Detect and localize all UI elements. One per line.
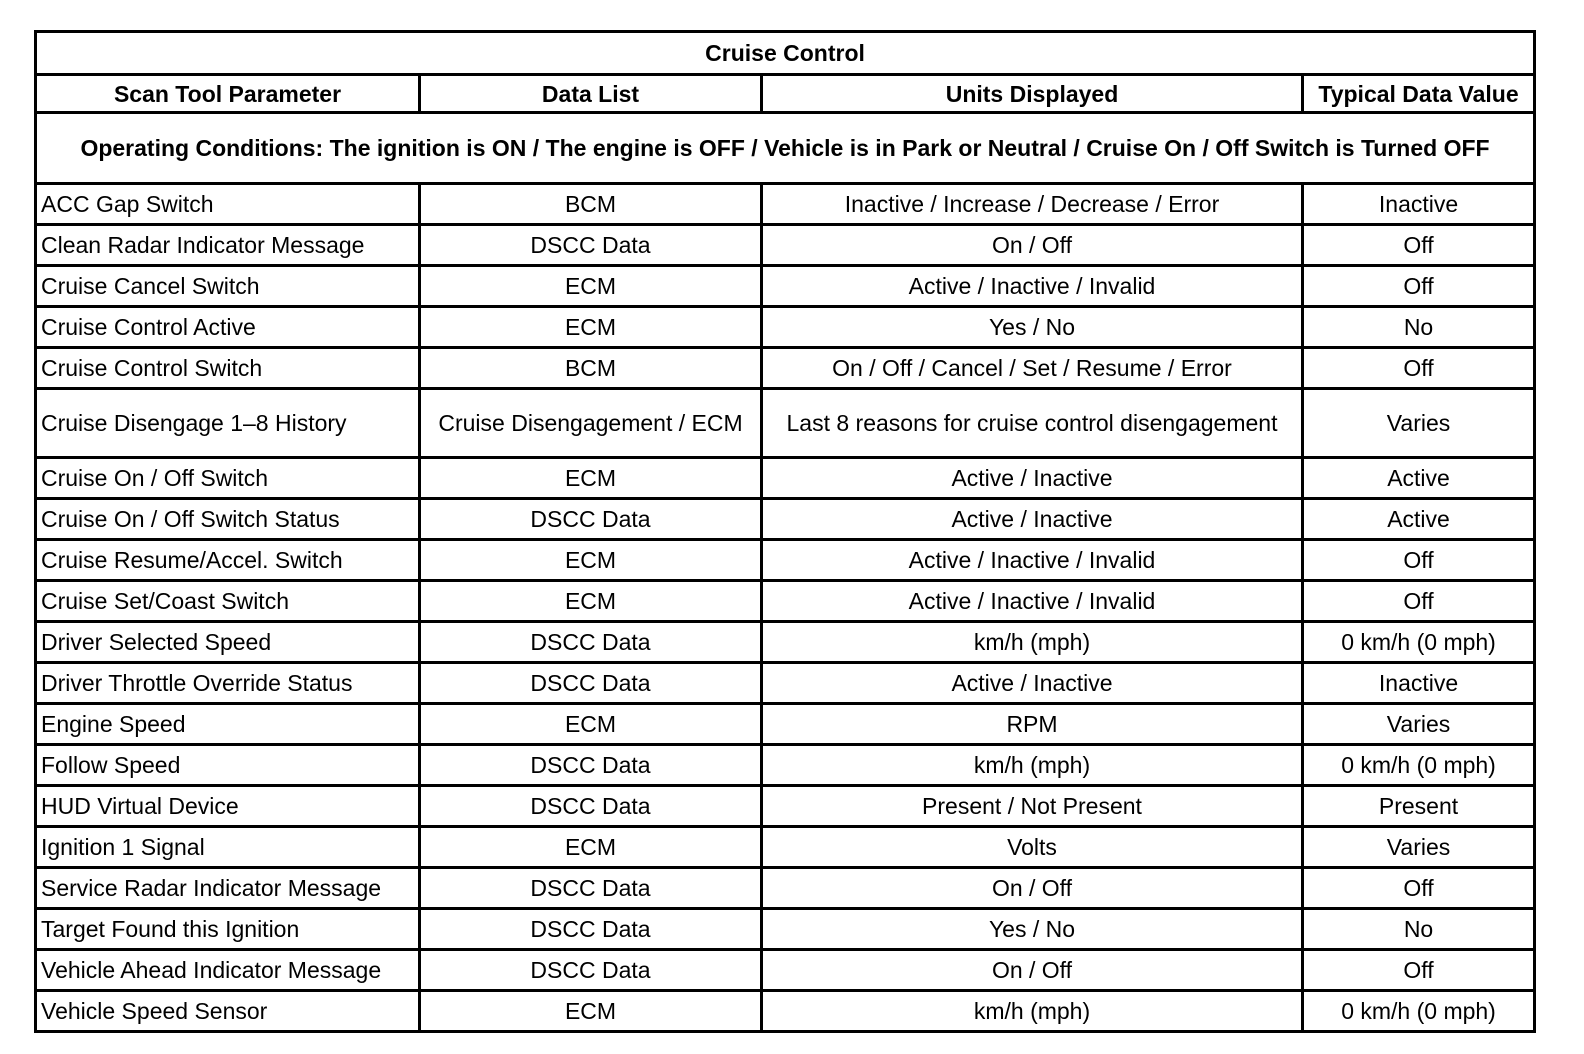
cell-parameter: Ignition 1 Signal [36, 827, 420, 868]
cell-units: Inactive / Increase / Decrease / Error [762, 184, 1303, 225]
cell-typical-value: Present [1303, 786, 1535, 827]
header-data-list: Data List [420, 75, 762, 113]
cell-typical-value: No [1303, 307, 1535, 348]
cell-units: Active / Inactive [762, 499, 1303, 540]
cell-typical-value: Off [1303, 225, 1535, 266]
cell-units: Active / Inactive / Invalid [762, 581, 1303, 622]
cell-parameter: Cruise Resume/Accel. Switch [36, 540, 420, 581]
table-row [36, 184, 1535, 225]
cell-parameter: Cruise On / Off Switch [36, 458, 420, 499]
cell-parameter: Cruise On / Off Switch Status [36, 499, 420, 540]
cell-units: On / Off / Cancel / Set / Resume / Error [762, 348, 1303, 389]
header-scan-tool-parameter: Scan Tool Parameter [36, 75, 420, 113]
cell-units: On / Off [762, 868, 1303, 909]
table-row [36, 663, 1535, 704]
cell-parameter: Cruise Set/Coast Switch [36, 581, 420, 622]
table-row [36, 499, 1535, 540]
table-row [36, 581, 1535, 622]
table-row [36, 868, 1535, 909]
cell-typical-value: No [1303, 909, 1535, 950]
cell-parameter: Service Radar Indicator Message [36, 868, 420, 909]
cell-data-list: ECM [420, 540, 762, 581]
cell-data-list: Cruise Disengagement / ECM [420, 389, 762, 458]
cell-typical-value: Inactive [1303, 663, 1535, 704]
cell-typical-value: Off [1303, 540, 1535, 581]
cell-data-list: ECM [420, 704, 762, 745]
cell-typical-value: Active [1303, 499, 1535, 540]
table-row [36, 307, 1535, 348]
cell-units: Active / Inactive / Invalid [762, 266, 1303, 307]
cell-units: Last 8 reasons for cruise control disengagement [762, 389, 1303, 458]
cell-units: Yes / No [762, 909, 1303, 950]
cell-units: km/h (mph) [762, 991, 1303, 1032]
cell-typical-value: Off [1303, 581, 1535, 622]
cell-units: km/h (mph) [762, 745, 1303, 786]
cell-data-list: DSCC Data [420, 225, 762, 266]
cell-units: Volts [762, 827, 1303, 868]
cell-data-list: DSCC Data [420, 499, 762, 540]
cell-data-list: DSCC Data [420, 786, 762, 827]
cell-units: Active / Inactive / Invalid [762, 540, 1303, 581]
cell-data-list: ECM [420, 827, 762, 868]
table-row [36, 348, 1535, 389]
operating-conditions-row [36, 113, 1535, 184]
cell-typical-value: Varies [1303, 704, 1535, 745]
table-row [36, 950, 1535, 991]
cell-data-list: ECM [420, 581, 762, 622]
table-row [36, 540, 1535, 581]
cell-parameter: Clean Radar Indicator Message [36, 225, 420, 266]
cell-units: On / Off [762, 225, 1303, 266]
table-title-row [36, 32, 1535, 75]
cell-units: RPM [762, 704, 1303, 745]
cell-units: Active / Inactive [762, 458, 1303, 499]
cell-data-list: DSCC Data [420, 868, 762, 909]
cell-data-list: ECM [420, 266, 762, 307]
header-units-displayed: Units Displayed [762, 75, 1303, 113]
table-row [36, 266, 1535, 307]
cell-parameter: Driver Selected Speed [36, 622, 420, 663]
table-title: Cruise Control [36, 32, 1535, 75]
cell-units: Present / Not Present [762, 786, 1303, 827]
cell-data-list: DSCC Data [420, 663, 762, 704]
table-row [36, 786, 1535, 827]
cell-units: Active / Inactive [762, 663, 1303, 704]
cell-typical-value: Off [1303, 950, 1535, 991]
cell-data-list: DSCC Data [420, 909, 762, 950]
cell-parameter: Cruise Disengage 1–8 History [36, 389, 420, 458]
cell-typical-value: 0 km/h (0 mph) [1303, 745, 1535, 786]
cell-typical-value: 0 km/h (0 mph) [1303, 991, 1535, 1032]
table-row [36, 389, 1535, 458]
table-row [36, 909, 1535, 950]
cell-data-list: DSCC Data [420, 950, 762, 991]
cell-data-list: BCM [420, 184, 762, 225]
table-row [36, 827, 1535, 868]
cell-units: Yes / No [762, 307, 1303, 348]
table-row [36, 622, 1535, 663]
cell-parameter: ACC Gap Switch [36, 184, 420, 225]
cell-parameter: Vehicle Ahead Indicator Message [36, 950, 420, 991]
cell-data-list: ECM [420, 458, 762, 499]
header-typical-data-value: Typical Data Value [1303, 75, 1535, 113]
cell-units: On / Off [762, 950, 1303, 991]
cell-typical-value: Active [1303, 458, 1535, 499]
cell-data-list: ECM [420, 991, 762, 1032]
table-row [36, 745, 1535, 786]
cell-data-list: BCM [420, 348, 762, 389]
table-body [36, 184, 1535, 1032]
cell-parameter: Cruise Cancel Switch [36, 266, 420, 307]
table-row [36, 991, 1535, 1032]
cell-typical-value: Off [1303, 868, 1535, 909]
cruise-control-data-table [34, 30, 1536, 1033]
cell-parameter: Engine Speed [36, 704, 420, 745]
table-row [36, 704, 1535, 745]
cell-typical-value: Off [1303, 348, 1535, 389]
cell-typical-value: 0 km/h (0 mph) [1303, 622, 1535, 663]
cell-data-list: DSCC Data [420, 745, 762, 786]
cell-parameter: Driver Throttle Override Status [36, 663, 420, 704]
cell-parameter: HUD Virtual Device [36, 786, 420, 827]
cell-parameter: Cruise Control Active [36, 307, 420, 348]
table-header-row [36, 75, 1535, 113]
operating-conditions: Operating Conditions: The ignition is ON / The engine is OFF / Vehicle is in Park or Neutral / Cruise On / Off Switch is Turned OFF [36, 113, 1535, 184]
cell-units: km/h (mph) [762, 622, 1303, 663]
cell-data-list: DSCC Data [420, 622, 762, 663]
cell-typical-value: Off [1303, 266, 1535, 307]
table-row [36, 458, 1535, 499]
table-row [36, 225, 1535, 266]
cell-parameter: Follow Speed [36, 745, 420, 786]
cell-data-list: ECM [420, 307, 762, 348]
cell-parameter: Target Found this Ignition [36, 909, 420, 950]
cell-parameter: Vehicle Speed Sensor [36, 991, 420, 1032]
cell-typical-value: Inactive [1303, 184, 1535, 225]
cell-typical-value: Varies [1303, 827, 1535, 868]
cell-typical-value: Varies [1303, 389, 1535, 458]
cell-parameter: Cruise Control Switch [36, 348, 420, 389]
